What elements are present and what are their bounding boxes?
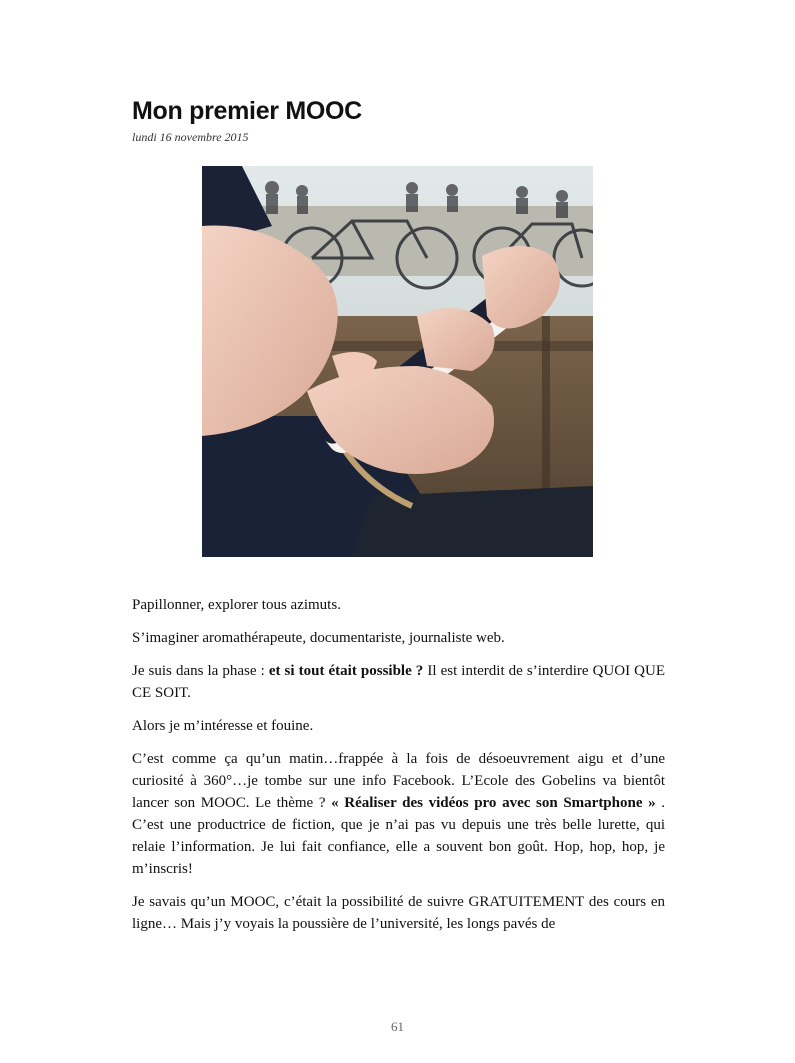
article-photo: [202, 166, 593, 557]
paragraph-3-rest: Il est interdit de s’interdire QUOI QUE CE SOIT.: [132, 663, 665, 701]
paragraph-3-emphasis: et si tout était possible ?: [268, 663, 424, 679]
paragraph-5-intro: C’est comme ça qu’un matin…frappée à la fois de désoeuvrement aigu et d’une curiosité à 360°…je tombe sur une info Facebook. L’Ecole des Gobelins va bientôt lancer son MOOC. Le thème ?: [132, 751, 665, 811]
paragraph-4: Alors je m’intéresse et fouine.: [132, 718, 314, 734]
paragraph-3-intro: Je suis dans la phase :: [132, 663, 269, 679]
paragraph-6: Je savais qu’un MOOC, c’était la possibilité de suivre GRATUITEMENT des cours en ligne… Mais j’y voyais la poussière de l’université, les longs pavés de: [132, 894, 665, 932]
article-title: Mon premier MOOC: [132, 97, 362, 125]
paragraph-3: [132, 660, 665, 704]
paragraph-5-rest: . C’est une productrice de fiction, que je n’ai pas vu depuis une très belle lurette, qui relaie l’information. Je lui fait confiance, elle a souvent bon goût. Hop, hop, hop, je m’inscris!: [132, 795, 666, 877]
article-date: lundi 16 novembre 2015: [132, 130, 249, 144]
paragraph-2: S’imaginer aromathérapeute, documentariste, journaliste web.: [132, 630, 505, 646]
paragraph-5: [132, 748, 665, 880]
article-body: [132, 594, 665, 946]
paragraph-5-emphasis: « Réaliser des vidéos pro avec son Smartphone »: [331, 795, 656, 811]
paragraph-1: Papillonner, explorer tous azimuts.: [132, 597, 341, 613]
page-number: 61: [391, 1019, 404, 1034]
